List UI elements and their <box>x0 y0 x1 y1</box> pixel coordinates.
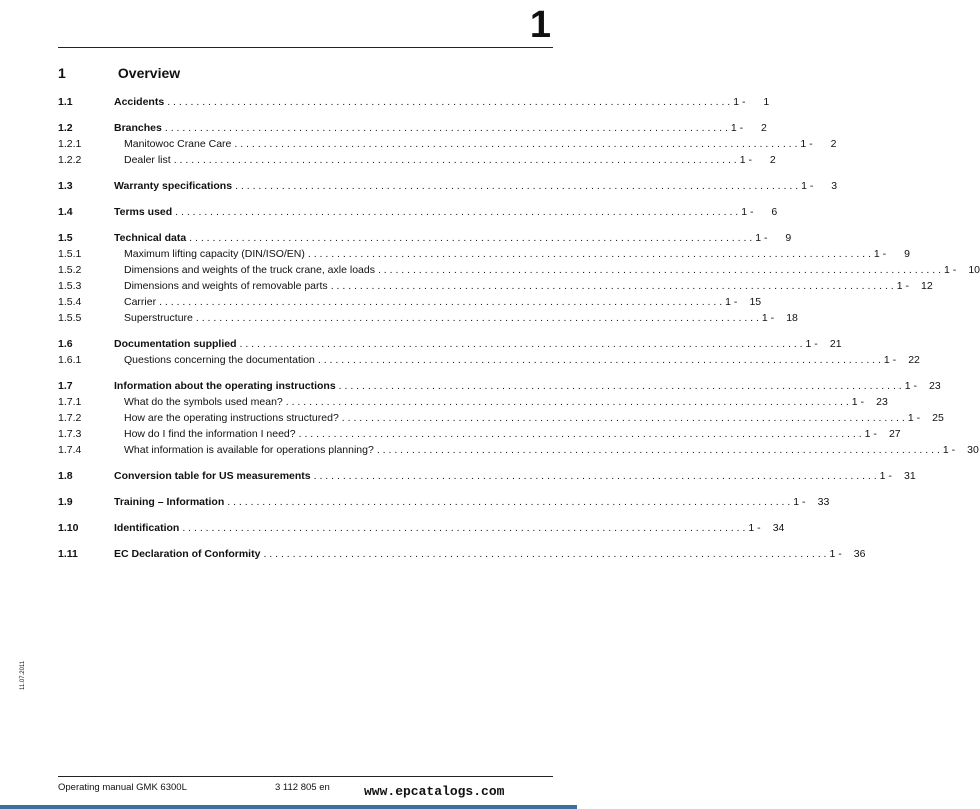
toc-entry-page: 25 <box>932 412 944 424</box>
toc-entry-chapter: 1 - <box>864 428 877 440</box>
toc-entry-chapter: 1 - <box>851 396 865 408</box>
toc-group-gap <box>58 370 553 380</box>
toc-group-gap <box>58 538 553 548</box>
toc-dot-leader <box>318 354 881 366</box>
table-of-contents <box>58 96 980 564</box>
toc-subsection-entry[interactable] <box>58 296 762 312</box>
toc-section-entry[interactable] <box>58 232 792 248</box>
toc-section-entry[interactable] <box>58 338 842 354</box>
toc-entry-number: 1.5.2 <box>58 264 82 276</box>
toc-subsection-entry[interactable] <box>58 412 944 428</box>
toc-subsection-entry[interactable] <box>58 354 920 370</box>
toc-group-gap <box>58 196 553 206</box>
toc-entry-number: 1.6 <box>58 338 73 350</box>
toc-dot-leader <box>167 96 730 108</box>
toc-dot-leader <box>189 232 752 244</box>
toc-subsection-entry[interactable] <box>58 264 980 280</box>
toc-dot-leader <box>331 280 894 292</box>
toc-entry-chapter: 1 - <box>944 264 957 276</box>
toc-section-entry[interactable] <box>58 470 916 486</box>
chapter-number: 1 <box>529 4 551 46</box>
toc-dot-leader <box>308 248 871 260</box>
toc-entry-page: 30 <box>967 444 979 456</box>
toc-entry-title: Terms used <box>114 206 173 218</box>
toc-entry-number: 1.8 <box>58 470 73 482</box>
toc-entry-number: 1.7.2 <box>58 412 82 424</box>
toc-entry-chapter: 1 - <box>800 138 813 150</box>
toc-entry-page: 15 <box>749 296 762 308</box>
toc-entry-page: 36 <box>853 548 866 560</box>
toc-entry-number: 1.11 <box>58 548 78 560</box>
toc-entry-title: Identification <box>114 522 180 534</box>
toc-section-entry[interactable] <box>58 496 830 512</box>
toc-entry-title: Dealer list <box>124 154 171 166</box>
toc-entry-page: 31 <box>903 470 916 482</box>
toc-entry-number: 1.10 <box>58 522 79 534</box>
toc-dot-leader <box>286 396 849 408</box>
toc-entry-number: 1.4 <box>58 206 73 218</box>
toc-group-gap <box>58 460 553 470</box>
bottom-accent-bar <box>0 805 577 809</box>
toc-entry-page: 2 <box>761 122 767 134</box>
toc-subsection-entry[interactable] <box>58 248 910 264</box>
toc-entry-number: 1.2.1 <box>58 138 82 150</box>
toc-entry-chapter: 1 - <box>805 338 818 350</box>
watermark-link[interactable]: www.epcatalogs.com <box>364 784 505 799</box>
toc-entry-number: 1.7.1 <box>58 396 82 408</box>
toc-dot-leader <box>339 380 902 392</box>
toc-entry-number: 1.7.4 <box>58 444 82 456</box>
toc-entry-number: 1.7.3 <box>58 428 82 440</box>
toc-entry-page: 27 <box>888 428 901 440</box>
toc-entry-page: 33 <box>817 496 830 508</box>
toc-entry-chapter: 1 - <box>879 470 892 482</box>
chapter-heading <box>58 65 553 81</box>
toc-section-entry[interactable] <box>58 206 778 222</box>
toc-entry-title: Conversion table for US measurements <box>114 470 311 482</box>
toc-entry-number: 1.2 <box>58 122 73 134</box>
toc-entry-title: Documentation supplied <box>114 338 237 350</box>
toc-entry-page: 21 <box>829 338 842 350</box>
toc-entry-chapter: 1 - <box>907 412 921 424</box>
toc-dot-leader <box>235 180 798 192</box>
side-date-code: 11.07.2011 <box>20 660 26 690</box>
toc-subsection-entry[interactable] <box>58 154 776 170</box>
toc-entry-page: 22 <box>908 354 920 366</box>
toc-entry-page: 12 <box>921 280 933 292</box>
toc-subsection-entry[interactable] <box>58 312 798 328</box>
toc-section-entry[interactable] <box>58 522 785 538</box>
toc-entry-title: Dimensions and weights of the truck crane, axle loads <box>124 264 375 276</box>
toc-dot-leader <box>377 444 940 456</box>
toc-entry-title: Accidents <box>114 96 165 108</box>
toc-dot-leader <box>299 428 862 440</box>
toc-group-gap <box>58 486 553 496</box>
toc-entry-page: 9 <box>785 232 792 244</box>
toc-entry-page: 1 <box>763 96 770 108</box>
toc-entry-number: 1.9 <box>58 496 73 508</box>
toc-dot-leader <box>314 470 877 482</box>
toc-entry-number: 1.6.1 <box>58 354 82 366</box>
footer-manual-title: Operating manual GMK 6300L <box>58 782 187 793</box>
toc-entry-page: 10 <box>968 264 980 276</box>
toc-entry-page: 6 <box>771 206 778 218</box>
footer-doc-number: 3 112 805 en <box>275 782 330 793</box>
toc-dot-leader <box>182 522 745 534</box>
toc-entry-page: 2 <box>830 138 837 150</box>
toc-entry-chapter: 1 - <box>725 296 738 308</box>
toc-entry-number: 1.5.4 <box>58 296 82 308</box>
toc-entry-number: 1.5 <box>58 232 73 244</box>
toc-entry-page: 34 <box>772 522 785 534</box>
toc-dot-leader <box>263 548 826 560</box>
chapter-heading-title: Overview <box>117 65 181 81</box>
toc-entry-number: 1.5.1 <box>58 248 82 260</box>
toc-subsection-entry[interactable] <box>58 428 901 444</box>
toc-dot-leader <box>165 122 728 134</box>
toc-dot-leader <box>159 296 722 308</box>
toc-entry-page: 9 <box>904 248 910 260</box>
toc-subsection-entry[interactable] <box>58 396 888 412</box>
top-divider <box>58 47 553 48</box>
toc-entry-title: How are the operating instructions structured? <box>124 412 339 424</box>
toc-entry-number: 1.2.2 <box>58 154 82 166</box>
toc-group-gap <box>58 512 553 522</box>
toc-dot-leader <box>240 338 803 350</box>
toc-entry-chapter: 1 - <box>730 122 744 134</box>
toc-entry-page: 23 <box>876 396 888 408</box>
toc-entry-chapter: 1 - <box>873 248 887 260</box>
toc-entry-chapter: 1 - <box>883 354 897 366</box>
toc-entry-title: What do the symbols used mean? <box>124 396 283 408</box>
toc-subsection-entry[interactable] <box>58 138 837 154</box>
toc-section-entry[interactable] <box>58 96 770 112</box>
toc-entry-chapter: 1 - <box>904 380 917 392</box>
toc-entry-chapter: 1 - <box>741 206 754 218</box>
toc-group-gap <box>58 222 553 232</box>
toc-entry-chapter: 1 - <box>748 522 761 534</box>
toc-dot-leader <box>342 412 905 424</box>
toc-entry-chapter: 1 - <box>829 548 842 560</box>
toc-entry-page: 3 <box>831 180 838 192</box>
toc-entry-number: 1.5.3 <box>58 280 82 292</box>
toc-subsection-entry[interactable] <box>58 280 933 296</box>
toc-entry-title: Maximum lifting capacity (DIN/ISO/EN) <box>124 248 305 260</box>
toc-entry-chapter: 1 - <box>761 312 775 324</box>
toc-entry-title: Dimensions and weights of removable parts <box>124 280 328 292</box>
toc-group-gap <box>58 170 553 180</box>
toc-dot-leader <box>196 312 759 324</box>
toc-entry-title: EC Declaration of Conformity <box>114 548 261 560</box>
toc-entry-chapter: 1 - <box>755 232 768 244</box>
toc-entry-title: Superstructure <box>124 312 193 324</box>
toc-group-gap <box>58 112 553 122</box>
toc-entry-chapter: 1 - <box>942 444 956 456</box>
toc-entry-title: How do I find the information I need? <box>124 428 296 440</box>
toc-entry-chapter: 1 - <box>733 96 746 108</box>
toc-entry-title: Carrier <box>124 296 157 308</box>
toc-group-gap <box>58 328 553 338</box>
toc-entry-title: Questions concerning the documentation <box>124 354 315 366</box>
toc-entry-page: 2 <box>769 154 776 166</box>
toc-dot-leader <box>234 138 797 150</box>
toc-dot-leader <box>175 206 738 218</box>
toc-entry-title: Training – Information <box>114 496 225 508</box>
toc-subsection-entry[interactable] <box>58 444 979 460</box>
toc-dot-leader <box>378 264 941 276</box>
toc-section-entry[interactable] <box>58 548 866 564</box>
toc-section-entry[interactable] <box>58 122 767 138</box>
toc-entry-page: 23 <box>929 380 941 392</box>
toc-entry-chapter: 1 - <box>793 496 806 508</box>
toc-dot-leader <box>227 496 790 508</box>
bottom-divider <box>58 776 553 777</box>
toc-entry-title: What information is available for operations planning? <box>124 444 374 456</box>
toc-entry-title: Information about the operating instructions <box>114 380 336 392</box>
toc-section-entry[interactable] <box>58 180 838 196</box>
chapter-heading-number: 1 <box>58 65 66 81</box>
toc-entry-title: Branches <box>114 122 162 134</box>
toc-entry-number: 1.3 <box>58 180 73 192</box>
toc-entry-number: 1.7 <box>58 380 73 392</box>
toc-entry-chapter: 1 - <box>801 180 814 192</box>
toc-entry-number: 1.5.5 <box>58 312 82 324</box>
toc-entry-title: Manitowoc Crane Care <box>124 138 232 150</box>
toc-entry-chapter: 1 - <box>739 154 752 166</box>
toc-entry-title: Technical data <box>114 232 187 244</box>
toc-entry-page: 18 <box>786 312 798 324</box>
toc-entry-chapter: 1 - <box>896 280 909 292</box>
toc-entry-number: 1.1 <box>58 96 73 108</box>
toc-section-entry[interactable] <box>58 380 941 396</box>
toc-entry-title: Warranty specifications <box>114 180 233 192</box>
toc-dot-leader <box>174 154 737 166</box>
